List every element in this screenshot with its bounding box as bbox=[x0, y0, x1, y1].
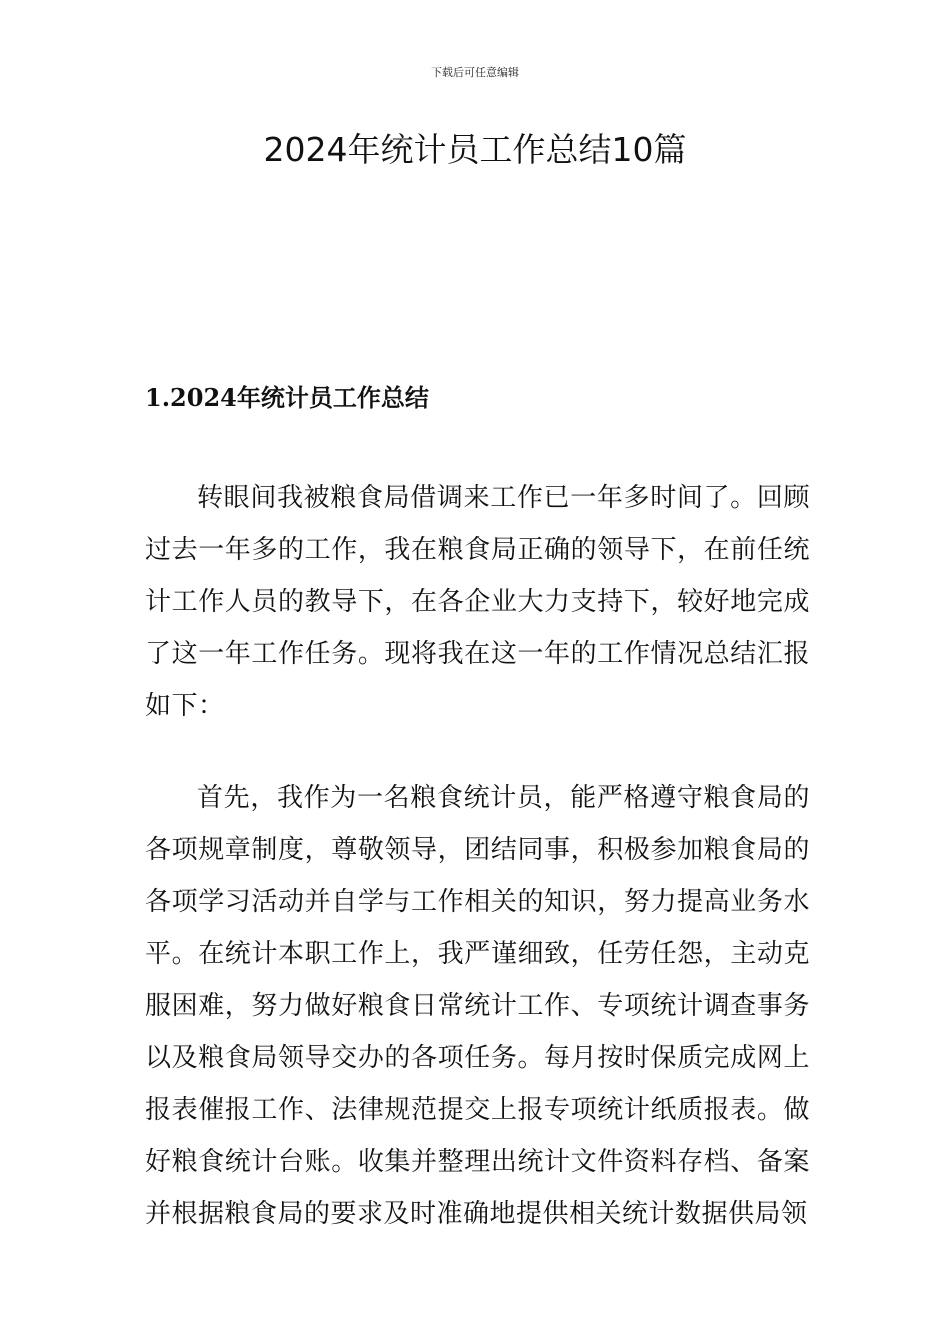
section-heading: 1.2024年统计员工作总结 bbox=[145, 383, 429, 412]
document-title: 2024年统计员工作总结10篇 bbox=[263, 130, 687, 169]
header-note: 下载后可任意编辑 bbox=[431, 66, 519, 79]
body-paragraph-2: 首先，我作为一名粮食统计员，能严格遵守粮食局的各项规章制度，尊敬领导，团结同事，积极参加粮食局的各项学习活动并自学与工作相关的知识，努力提高业务水平。在统计本职工作上，我严谨细致，任劳任怨，主动克服困难，努力做好粮食日常统计工作、专项统计调查事务以及粮食局领导交办的各项任务。每月按时保质完成网上报表催报工作、法律规范提交上报专项统计纸质报表。做好粮食统计台账。收集并整理出统计文件资料存档、备案并根据粮食局的要求及时准确地提供相关统计数据供局领 bbox=[145, 783, 810, 1229]
body-paragraph-1: 转眼间我被粮食局借调来工作已一年多时间了。回顾过去一年多的工作，我在粮食局正确的领导下，在前任统计工作人员的教导下，在各企业大力支持下，较好地完成了这一年工作任务。现将我在这一年的工作情况总结汇报如下： bbox=[145, 483, 810, 721]
